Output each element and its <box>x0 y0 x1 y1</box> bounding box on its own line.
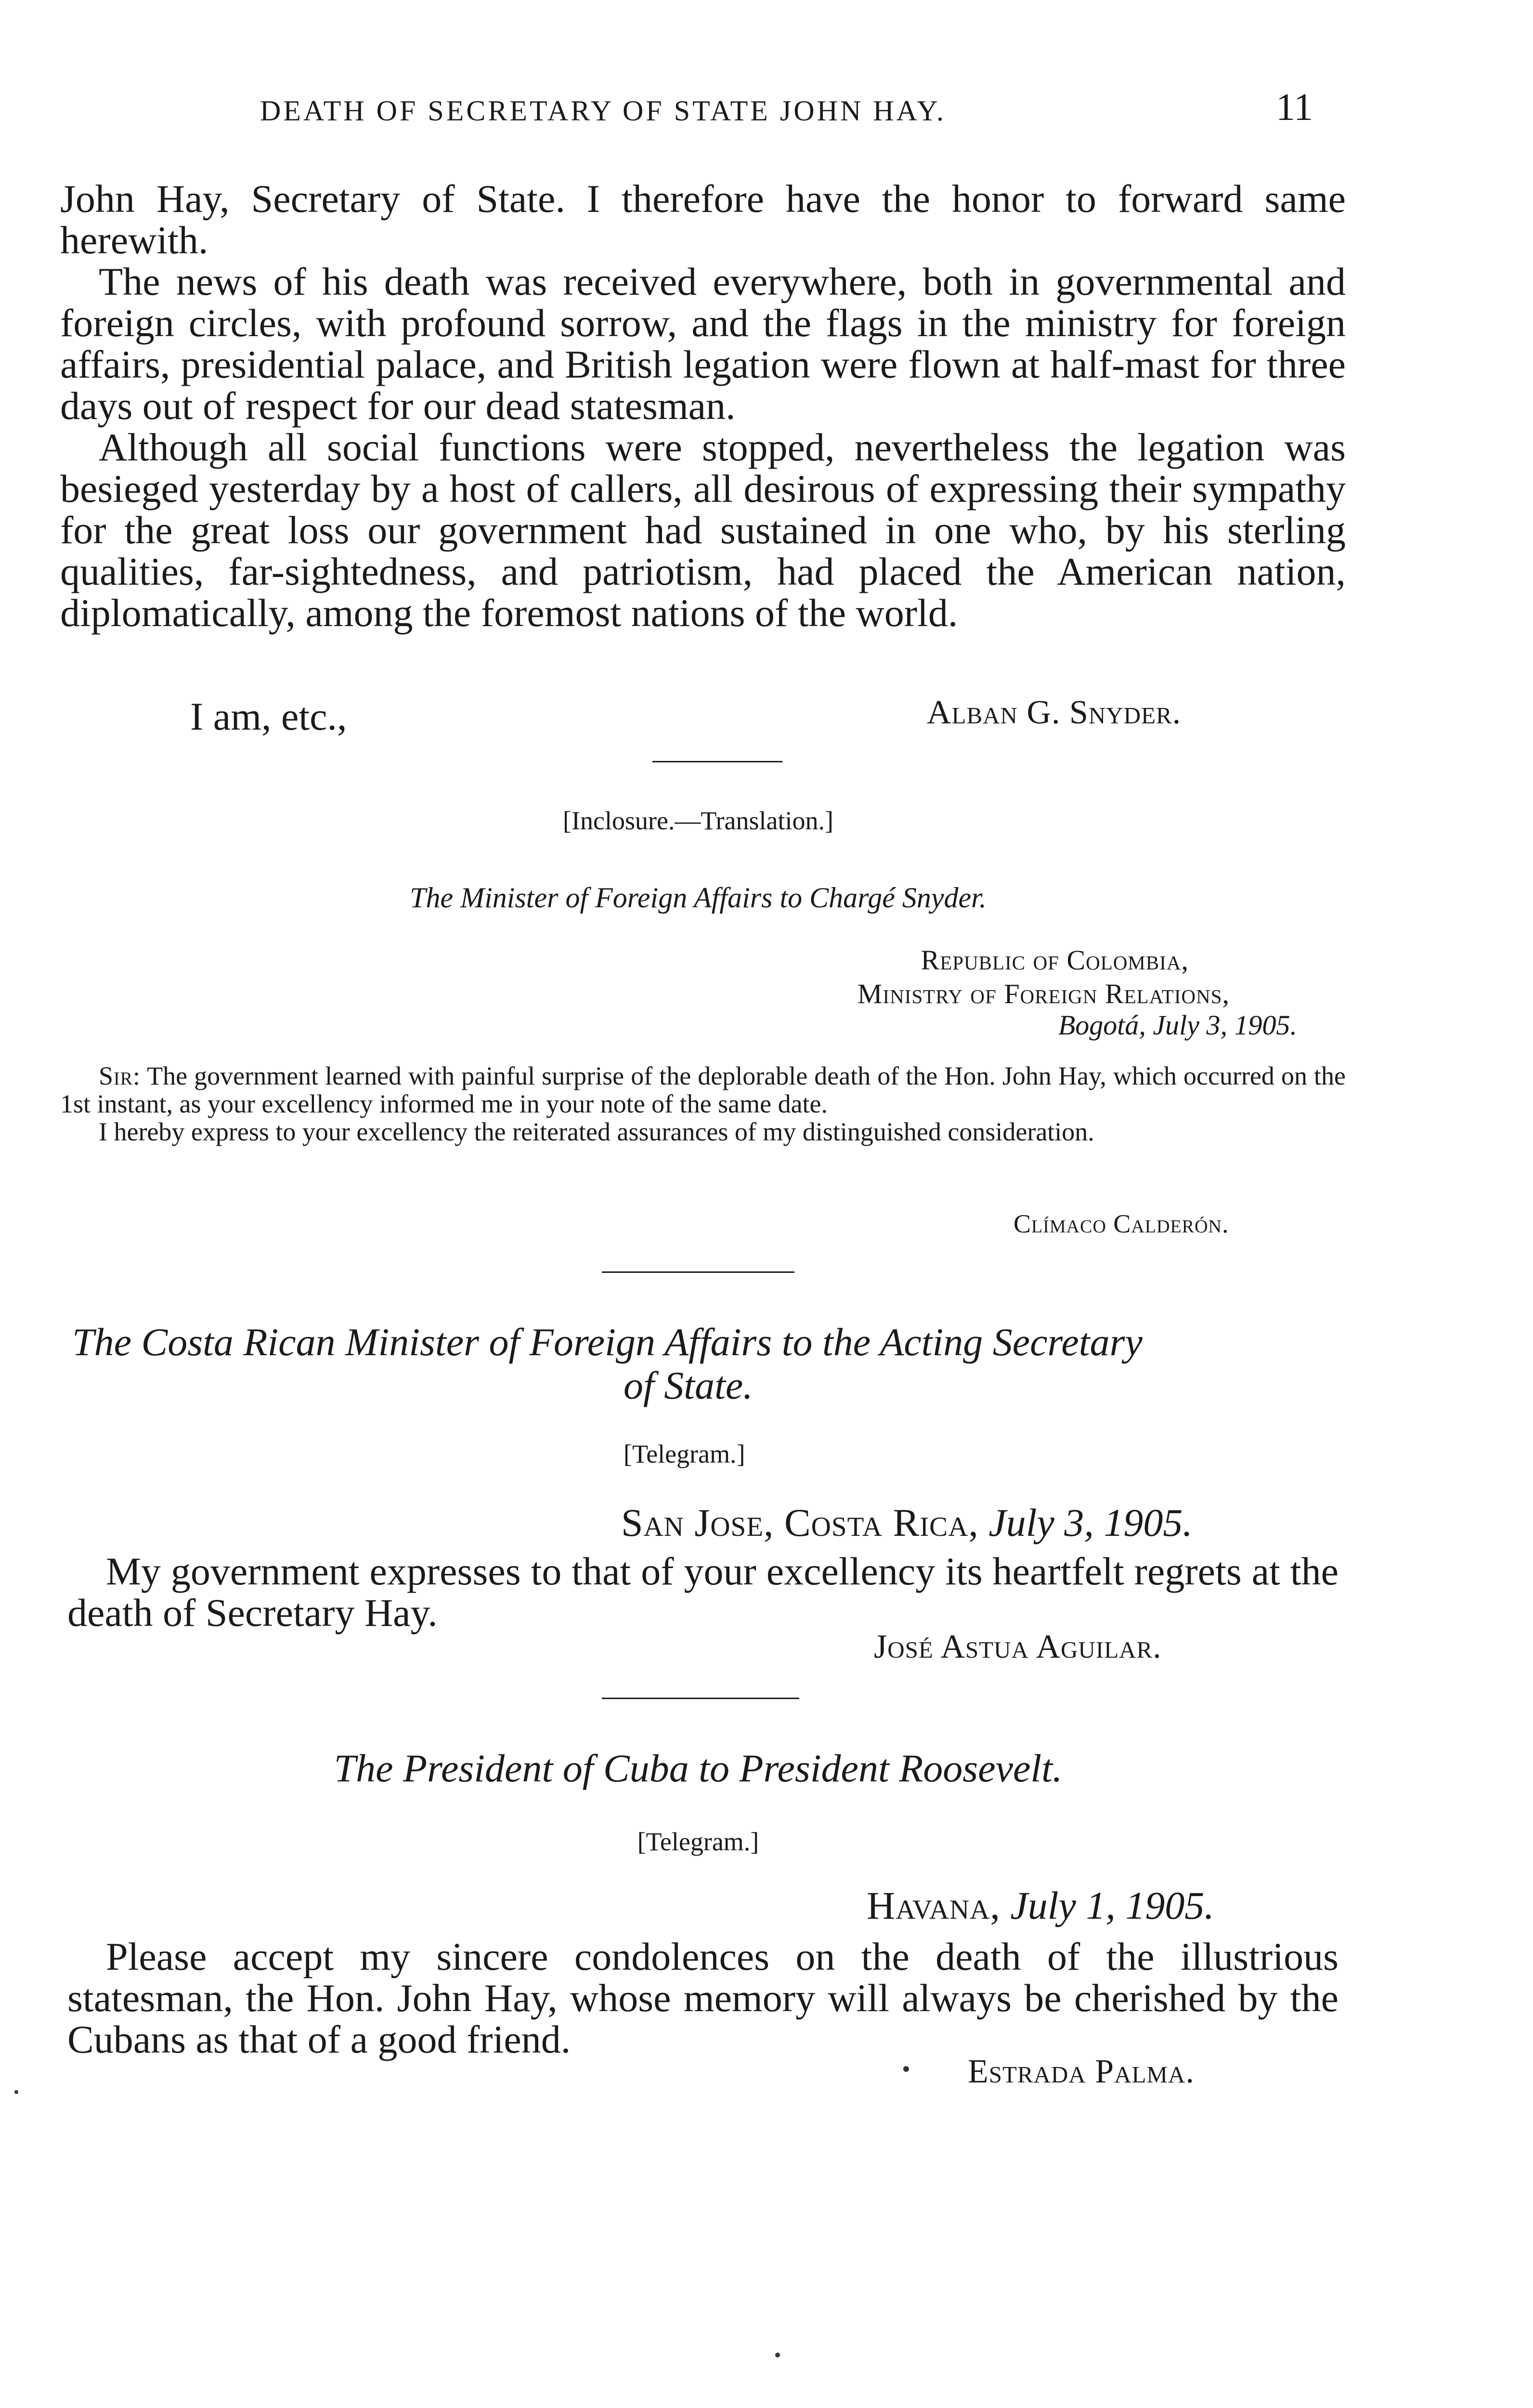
inclosure-dateline: Bogotá, July 3, 1905. <box>1058 1009 1297 1041</box>
cuba-place: Havana, <box>867 1884 1000 1927</box>
costa-rica-signature: José Astua Aguilar. <box>874 1628 1162 1665</box>
costa-rica-dateline <box>621 1500 1193 1545</box>
cuba-message: Please accept my sincere condolences on the death of the illustrious statesman, the Hon. John Hay, whose memory will always be cherished by the Cubans as that of a good friend. <box>67 1935 1338 2061</box>
letter-paragraph-3: Although all social functions were stopped, nevertheless the legation was besieged yesterday by a host of callers, all desirous of expressing their sympathy for the great loss our government had sustained in one who, by his sterling qualities, far-sightedness, and patriotism, had placed the American nation, diplomatically, among the foremost nations of the world. <box>60 425 1346 635</box>
scan-speck <box>14 2090 18 2094</box>
running-title: DEATH OF SECRETARY OF STATE JOHN HAY. <box>260 95 947 127</box>
costa-rica-body <box>67 1551 1338 1634</box>
costa-rica-place: San Jose, Costa Rica, <box>621 1501 979 1544</box>
letter-body <box>60 178 1346 634</box>
inclosure-signature: Clímaco Calderón. <box>1013 1209 1229 1238</box>
letter-closing: I am, etc., <box>190 694 347 738</box>
cuba-body <box>67 1936 1338 2060</box>
cuba-dateline <box>867 1883 1214 1928</box>
letter-signature: Alban G. Snyder. <box>927 694 1182 731</box>
address-line-1: Republic of Colombia, <box>921 944 1189 976</box>
inclosure-label: [Inclosure.—Translation.] <box>563 806 833 835</box>
letter-paragraph-1: John Hay, Secretary of State. I therefore have the honor to forward same herewith. <box>60 177 1346 262</box>
inclosure-body <box>60 1062 1346 1146</box>
cuba-heading: The President of Cuba to President Roosevelt. <box>334 1746 1063 1790</box>
divider-rule <box>652 761 782 762</box>
page-number: 11 <box>1276 86 1313 129</box>
inclosure-paragraph-2: I hereby express to your excellency the reiterated assurances of my distinguished consideration. <box>99 1117 1094 1146</box>
address-line-2: Ministry of Foreign Relations, <box>857 978 1230 1009</box>
cuba-telegram-label: [Telegram.] <box>637 1827 759 1856</box>
inclosure-paragraph-1: The government learned with painful surprise of the deplorable death of the Hon. John Hay, which occurred on the 1st instant, as your excellency informed me in your note of the same date. <box>60 1061 1346 1118</box>
salutation: Sir: <box>99 1061 141 1090</box>
inclosure-heading: The Minister of Foreign Affairs to Chargé Snyder. <box>410 882 987 914</box>
letter-paragraph-2: The news of his death was received everywhere, both in governmental and foreign circles, with profound sorrow, and the flags in the ministry for foreign affairs, presidential palace, and British legation were flown at half-mast for three days out of respect for our dead statesman. <box>60 260 1346 428</box>
cuba-date: July 1, 1905. <box>1010 1884 1214 1927</box>
divider-rule <box>602 1698 799 1699</box>
cuba-signature: Estrada Palma. <box>968 2053 1195 2090</box>
scan-speck <box>903 2066 909 2072</box>
costa-rica-heading-line-1: The Costa Rican Minister of Foreign Affairs to the Acting Secretary <box>72 1320 1143 1364</box>
costa-rica-date: July 3, 1905. <box>988 1501 1193 1544</box>
divider-rule <box>602 1271 794 1273</box>
costa-rica-heading-line-2: of State. <box>624 1363 753 1407</box>
scan-speck <box>775 2353 780 2357</box>
costa-rica-telegram-label: [Telegram.] <box>624 1440 745 1468</box>
costa-rica-message: My government expresses to that of your excellency its heartfelt regrets at the death of Secretary Hay. <box>67 1549 1338 1635</box>
